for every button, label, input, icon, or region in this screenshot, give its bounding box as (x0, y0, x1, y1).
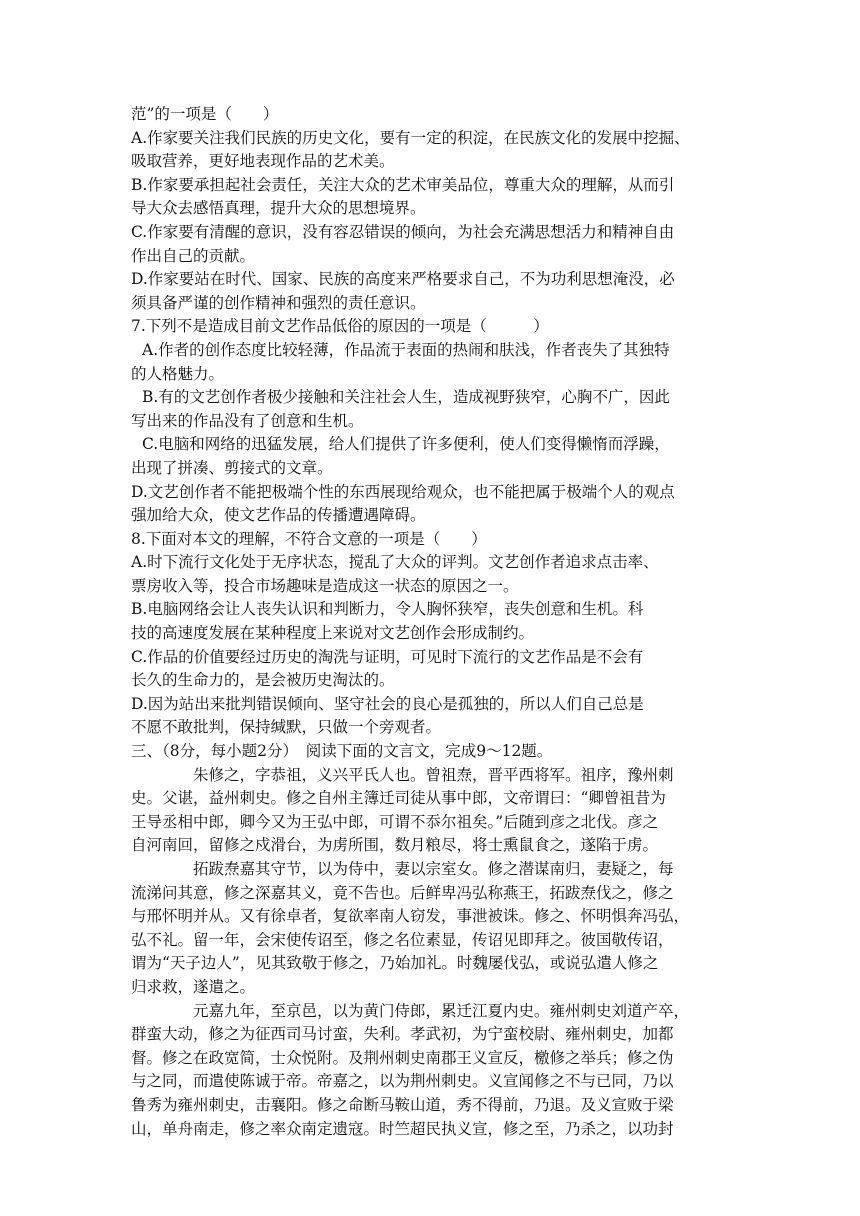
text-line: 导大众去感悟真理，提升大众的思想境界。 (131, 199, 426, 218)
text-line: 朱修之，字恭祖，义兴平氏人也。曾祖焘，晋平西将军。祖序，豫州刺 (193, 765, 674, 784)
text-line: B.作家要承担起社会责任，关注大众的艺术审美品位，尊重大众的理解，从而引 (131, 175, 675, 194)
text-line: 写出来的作品没有了创意和生机。 (131, 411, 364, 430)
text-line: 7.下列不是造成目前文艺作品低俗的原因的一项是（ ） (131, 317, 549, 336)
text-line: 归求救，遂遣之。 (131, 977, 256, 996)
text-line: 出现了拼凑、剪接式的文章。 (131, 458, 333, 477)
text-line: A.时下流行文化处于无序状态，搅乱了大众的评判。文艺创作者追求点击率、 (131, 553, 659, 572)
text-line: D.因为站出来批判错误倾向、坚守社会的良心是孤独的，所以人们自己总是 (131, 694, 644, 713)
text-line: 强加给大众，使文艺作品的传播遭遇障碍。 (131, 506, 426, 525)
text-line: 票房收入等，投合市场趣味是造成这一状态的原因之一。 (131, 576, 519, 595)
text-line: A.作者的创作态度比较轻薄，作品流于表面的热闹和肤浅，作者丧失了其独特 (142, 340, 670, 359)
text-line: 谓为“天子边人”，见其致敬于修之，乃始加礼。时魏屡伐弘，或说弘遣人修之 (131, 954, 659, 973)
text-line: 技的高速度发展在某种程度上来说对文艺创作会形成制约。 (131, 624, 535, 643)
text-line: C.作品的价值要经过历史的淘洗与证明，可见时下流行的文艺作品是不会有 (131, 647, 644, 666)
text-line: 流涕问其意，修之深嘉其义，竟不告也。后鲜卑冯弘称燕王，拓跋焘伐之，修之 (131, 883, 674, 902)
text-line: 王导丞相中郎，卿今又为王弘中郎，可谓不忝尔祖矣。”后随到彦之北伐。彦之 (131, 812, 659, 831)
text-line: 山，单舟南走，修之率众南定遗寇。时竺超民执义宣，修之至，乃杀之，以功封 (131, 1119, 674, 1138)
text-line: 须具备严谨的创作精神和强烈的责任意识。 (131, 293, 426, 312)
text-line: 元嘉九年，至京邑，以为黄门侍郎，累迁江夏内史。雍州刺史刘道产卒， (193, 1001, 690, 1020)
text-line: 鲁秀为雍州刺史，击襄阳。修之命断马鞍山道，秀不得前，乃退。及义宣败于梁 (131, 1095, 674, 1114)
text-line: 与邢怀明并从。又有徐卓者，复欲率南人窃发，事泄被诛。修之、怀明惧奔冯弘， (131, 907, 690, 926)
text-line: 8.下面对本文的理解，不符合文意的一项是（ ） (131, 529, 487, 548)
document-page (131, 103, 743, 1141)
text-line: 群蛮大动，修之为征西司马讨蛮，失利。孝武初，为宁蛮校尉、雍州刺史，加都 (131, 1025, 674, 1044)
text-line: B.电脑网络会让人丧失认识和判断力，令人胸怀狭窄，丧失创意和生机。科 (131, 600, 644, 619)
text-line: 督。修之在政宽简，士众悦附。及荆州刺史南郡王义宣反，檄修之举兵；修之伪 (131, 1048, 674, 1067)
text-line: C.电脑和网络的迅猛发展，给人们提供了许多便利，使人们变得懒惰而浮躁， (142, 435, 670, 454)
text-line: B.有的文艺创作者极少接触和关注社会人生，造成视野狭窄，心胸不广，因此 (142, 388, 670, 407)
text-line: 史。父谌，益州刺史。修之自州主簿迁司徒从事中郎，文帝谓曰：“卿曾祖昔为 (131, 789, 666, 808)
text-line: 范”的一项是（ ） (131, 105, 279, 123)
text-line: 拓跋焘嘉其守节，以为侍中，妻以宗室女。修之潜谋南归，妻疑之，每 (193, 860, 674, 878)
text-line: D.文艺创作者不能把极端个性的东西展现给观众，也不能把属于极端个人的观点 (131, 482, 675, 501)
text-line: 吸取营养，更好地表现作品的艺术美。 (131, 152, 395, 171)
text-line: A.作家要关注我们民族的历史文化，要有一定的积淀，在民族文化的发展中挖掘、 (131, 128, 690, 147)
text-line: 长久的生命力的，是会被历史淘汰的。 (131, 671, 395, 690)
text-line: 自河南回，留修之戍滑台，为虏所围，数月粮尽，将士熏鼠食之，遂陷于虏。 (131, 836, 659, 855)
text-line: C.作家要有清醒的意识，没有容忍错误的倾向，为社会充满思想活力和精神自由 (131, 222, 675, 241)
text-line: 与之同，而遣使陈诚于帝。帝嘉之，以为荆州刺史。义宣闻修之不与已同，乃以 (131, 1072, 674, 1091)
text-line: 作出自己的贡献。 (131, 246, 256, 265)
text-line: 的人格魅力。 (131, 364, 225, 383)
text-line: 不愿不敢批判，保持缄默，只做一个旁观者。 (131, 718, 442, 737)
text-line: 三、（8分，每小题2分） 阅读下面的文言文，完成9～12题。 (131, 742, 553, 761)
text-line: 弘不礼。留一年，会宋使传诏至，修之名位素显，传诏见即拜之。彼国敬传诏， (131, 930, 674, 949)
text-line: D.作家要站在时代、国家、民族的高度来严格要求自己，不为功利思想淹没，必 (131, 270, 675, 289)
